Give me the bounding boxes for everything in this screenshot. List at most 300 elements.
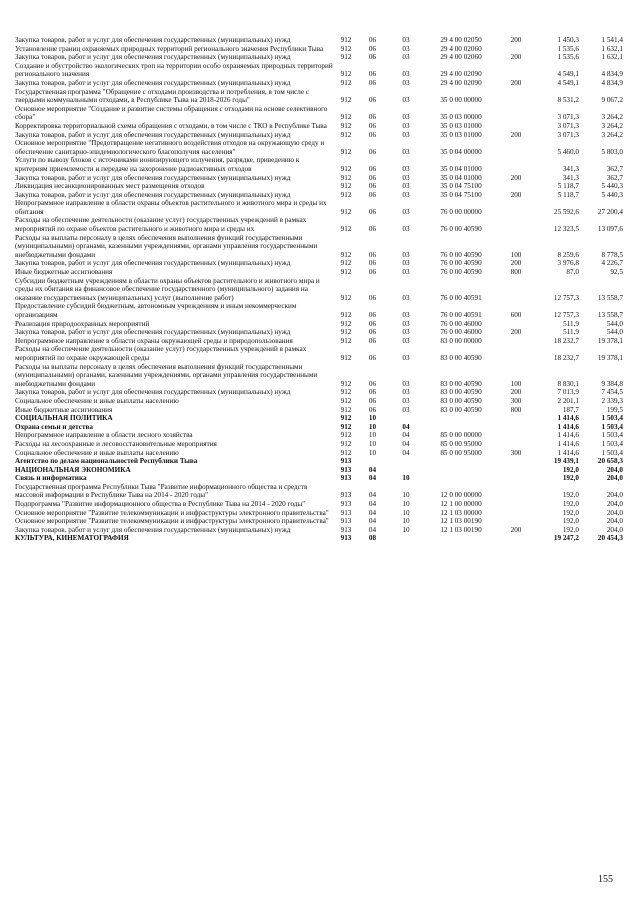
row-amount-year-1: 1 414,6 (557, 448, 579, 457)
row-subsection-code: 04 (402, 422, 410, 431)
row-amount-year-2: 5 440,3 (601, 190, 623, 199)
row-target-article: 83 0 00 00000 (440, 336, 482, 345)
row-ministry-code: 912 (340, 53, 352, 62)
row-ministry-code: 913 (340, 534, 352, 543)
row-ministry-code: 913 (340, 474, 352, 483)
row-amount-year-1: 192,0 (562, 517, 579, 526)
row-name: Связь и информатика (15, 474, 87, 483)
row-expense-type: 100 (510, 250, 522, 259)
row-amount-year-2: 20 454,3 (597, 534, 623, 543)
row-expense-type: 100 (510, 379, 522, 388)
row-amount-year-2: 362,7 (606, 164, 623, 173)
row-expense-type: 200 (510, 328, 522, 337)
row-amount-year-2: 1 503,4 (601, 439, 623, 448)
table-row (14, 431, 624, 440)
row-ministry-code: 912 (340, 173, 352, 182)
row-amount-year-2: 5 803,0 (601, 147, 623, 156)
row-section-code: 06 (368, 319, 377, 328)
row-amount-year-2: 20 658,3 (597, 457, 623, 466)
row-expense-type (497, 62, 535, 79)
row-amount-year-1: 3 071,3 (557, 113, 579, 122)
row-expense-type (497, 517, 535, 526)
row-expense-type (497, 423, 535, 432)
row-subsection-code: 03 (402, 311, 410, 319)
row-name: Непрограммное направление в области охраны объектов растительного и животного мира и среды их обитания (15, 199, 327, 216)
row-ministry-code: 912 (340, 70, 352, 79)
row-amount-year-1: 192,0 (562, 500, 579, 509)
row-ministry-code: 912 (340, 36, 352, 44)
row-amount-year-2: 1 503,4 (601, 414, 623, 423)
row-expense-type (497, 414, 535, 423)
row-amount-year-2: 7 454,5 (601, 388, 623, 397)
table-row (14, 216, 624, 233)
table-row (14, 45, 624, 54)
row-subsection-code: 10 (402, 474, 410, 483)
row-amount-year-1: 192,0 (562, 508, 579, 517)
row-section-code: 06 (368, 113, 377, 122)
row-section-code: 06 (368, 190, 377, 199)
row-ministry-code: 912 (340, 250, 352, 259)
row-expense-type (497, 139, 535, 156)
row-amount-year-1: 12 323,5 (553, 225, 579, 234)
row-amount-year-1: 5 460,0 (557, 147, 579, 156)
row-amount-year-1: 192,0 (562, 465, 579, 474)
row-amount-year-2: 19 378,1 (597, 336, 623, 345)
row-subsection-code: 10 (402, 517, 410, 526)
row-section-code: 06 (368, 207, 377, 216)
row-amount-year-1: 1 414,6 (557, 414, 579, 423)
row-target-article: 83 0 00 40590 (440, 388, 482, 397)
row-name: Непрограммное направление в области охраны окружающей среды и природопользования (15, 336, 293, 345)
row-section-code (358, 457, 387, 466)
row-section-code: 06 (368, 70, 377, 79)
table-row (14, 302, 624, 319)
row-name: Основное мероприятие "Создание и развитие системы обращения с отходами на основе селективного сбора" (15, 104, 328, 122)
row-target-article (425, 534, 497, 543)
row-ministry-code: 912 (340, 431, 352, 440)
table-row (14, 440, 624, 449)
row-target-article: 12 0 00 00000 (440, 491, 482, 500)
row-amount-year-2: 9 384,8 (601, 379, 623, 388)
row-section-code: 04 (368, 474, 377, 483)
row-amount-year-1: 8 830,1 (557, 379, 579, 388)
row-name: Иные бюджетные ассигнования (15, 405, 113, 414)
row-subsection-code: 03 (402, 147, 410, 156)
row-name: Иные бюджетные ассигнования (15, 268, 113, 277)
row-name: Закупка товаров, работ и услуг для обеспечения государственных (муниципальных) нужд (15, 259, 291, 268)
row-section-code: 08 (368, 534, 377, 543)
row-amount-year-1: 2 201,1 (557, 396, 579, 405)
row-amount-year-2: 13 558,7 (597, 311, 623, 319)
table-row (14, 414, 624, 423)
row-section-code: 06 (368, 268, 377, 277)
row-amount-year-1: 187,7 (562, 405, 579, 414)
table-row (14, 156, 624, 173)
row-ministry-code: 913 (340, 465, 352, 474)
row-name: Закупка товаров, работ и услуг для обеспечения государственных (муниципальных) нужд (15, 388, 291, 397)
row-target-article: 83 0 00 40590 (440, 396, 482, 405)
row-subsection-code (387, 466, 425, 475)
row-name: Реализация природоохранных мероприятий (15, 319, 150, 328)
row-expense-type: 200 (510, 388, 522, 397)
row-name: Социальное обеспечение и иные выплаты населению (15, 396, 179, 405)
row-target-article (425, 474, 497, 483)
row-target-article: 83 0 00 40590 (440, 353, 482, 362)
table-row (14, 457, 624, 466)
row-ministry-code: 912 (340, 164, 352, 173)
row-section-code: 06 (368, 121, 377, 130)
row-target-article: 35 0 04 75100 (440, 182, 482, 191)
row-ministry-code: 912 (340, 182, 352, 191)
row-expense-type (497, 509, 535, 518)
row-amount-year-1: 192,0 (562, 474, 579, 483)
row-amount-year-1: 12 757,3 (553, 311, 579, 319)
row-subsection-code: 03 (402, 388, 410, 397)
row-subsection-code: 10 (402, 500, 410, 509)
row-name: Создание и обустройство экологических троп на территории особо охраняемых природных территорий регионального значения (15, 61, 333, 79)
row-subsection-code: 03 (402, 336, 410, 345)
row-section-code: 04 (368, 525, 377, 534)
row-target-article: 76 0 00 46000 (440, 328, 482, 337)
row-amount-year-2: 3 264,2 (601, 113, 623, 122)
row-name: Закупка товаров, работ и услуг для обеспечения государственных (муниципальных) нужд (15, 190, 291, 199)
row-name: Основное мероприятие "Предотвращение негативного воздействия отходов на окружающую среду и обеспечение санитарно-эпидемиологического благополучия населения" (15, 139, 325, 156)
row-subsection-code: 03 (402, 396, 410, 405)
table-row (14, 534, 624, 543)
row-ministry-code: 912 (340, 336, 352, 345)
row-amount-year-2: 19 378,1 (597, 353, 623, 362)
row-ministry-code: 912 (340, 439, 352, 448)
row-section-code: 10 (368, 431, 377, 440)
row-target-article: 29 4 00 02060 (440, 53, 482, 62)
row-section-code: 06 (368, 311, 377, 319)
row-expense-type (497, 534, 535, 543)
row-target-article: 76 0 00 40590 (440, 225, 482, 234)
row-expense-type: 600 (510, 311, 522, 319)
row-expense-type (497, 345, 535, 362)
row-expense-type (497, 474, 535, 483)
table-row (14, 122, 624, 131)
row-amount-year-2: 1 541,4 (601, 36, 623, 44)
row-subsection-code: 04 (402, 439, 410, 448)
row-section-code: 10 (368, 439, 377, 448)
table-row (14, 53, 624, 62)
row-amount-year-2: 544,0 (606, 319, 623, 328)
row-target-article: 83 0 00 40590 (440, 379, 482, 388)
row-amount-year-2: 13 558,7 (597, 293, 623, 302)
row-name: Расходы на лесоохранные и лесовосстановительные мероприятия (15, 439, 217, 448)
row-expense-type: 200 (510, 53, 522, 62)
row-expense-type (497, 457, 535, 466)
row-amount-year-1: 7 013,9 (557, 388, 579, 397)
table-row (14, 337, 624, 346)
row-section-code: 06 (368, 53, 377, 62)
table-row (14, 79, 624, 88)
row-target-article: 35 0 04 01000 (440, 173, 482, 182)
row-ministry-code: 912 (340, 448, 352, 457)
row-name: Расходы на обеспечение деятельности (оказание услуг) государственных учреждений в рамках мероприятий по охране окружающей среды (15, 345, 307, 362)
row-subsection-code: 03 (402, 268, 410, 277)
row-name: Расходы на выплаты персоналу в целях обеспечения выполнения функций государственными (муниципальными) органами, казенными учреждениями, органами управления государственными внебюджетными фондами (15, 362, 318, 388)
row-amount-year-2: 204,0 (606, 500, 623, 509)
row-expense-type (497, 156, 535, 173)
row-target-article (425, 457, 497, 466)
row-subsection-code: 03 (402, 319, 410, 328)
row-ministry-code: 912 (340, 44, 352, 53)
row-target-article: 83 0 00 40590 (440, 405, 482, 414)
table-row (14, 234, 624, 260)
row-section-code: 10 (368, 422, 377, 431)
row-subsection-code: 04 (402, 431, 410, 440)
table-row (14, 259, 624, 268)
table-row (14, 466, 624, 475)
row-section-code: 06 (368, 225, 377, 234)
row-amount-year-1: 341,3 (562, 164, 579, 173)
table-row (14, 517, 624, 526)
row-amount-year-1: 192,0 (562, 491, 579, 500)
row-amount-year-2: 362,7 (606, 173, 623, 182)
row-amount-year-1: 5 118,7 (557, 182, 579, 191)
row-expense-type (497, 105, 535, 122)
row-amount-year-1: 19 247,2 (553, 534, 579, 543)
row-name: Расходы на выплаты персоналу в целях обеспечения выполнения функций государственными (муниципальными) органами, казенными учреждениями, органами управления государственными внебюджетными фондами (15, 233, 318, 259)
row-target-article: 35 0 04 01000 (440, 164, 482, 173)
row-subsection-code (387, 534, 425, 543)
table-row (14, 131, 624, 140)
row-amount-year-2: 4 834,9 (601, 70, 623, 79)
row-subsection-code: 03 (402, 293, 410, 302)
row-expense-type: 200 (510, 259, 522, 268)
row-ministry-code: 912 (340, 259, 352, 268)
page-number: 155 (598, 874, 613, 885)
table-row (14, 320, 624, 329)
row-section-code: 04 (368, 508, 377, 517)
row-target-article: 12 1 03 00190 (440, 517, 482, 526)
row-ministry-code: 912 (340, 405, 352, 414)
row-name: Закупка товаров, работ и услуг для обеспечения государственных (муниципальных) нужд (15, 525, 291, 534)
row-ministry-code: 913 (340, 525, 352, 534)
row-amount-year-2: 92,5 (610, 268, 623, 277)
row-ministry-code: 912 (340, 319, 352, 328)
row-ministry-code: 912 (340, 311, 352, 319)
row-name: Ликвидация несанкционированных мест размещения отходов (15, 182, 205, 191)
row-subsection-code: 03 (402, 164, 410, 173)
table-row (14, 500, 624, 509)
row-amount-year-2: 204,0 (606, 525, 623, 534)
row-ministry-code: 913 (340, 500, 352, 509)
row-subsection-code: 03 (402, 379, 410, 388)
row-section-code: 06 (368, 250, 377, 259)
row-ministry-code: 912 (340, 78, 352, 87)
row-expense-type (497, 45, 535, 54)
row-subsection-code: 10 (402, 491, 410, 500)
table-row (14, 105, 624, 122)
row-target-article: 29 4 00 02090 (440, 70, 482, 79)
row-name: Расходы на обеспечение деятельности (оказание услуг) государственных учреждений в рамках мероприятий по охране объектов растительного и животного мира и среды их (15, 216, 307, 234)
row-amount-year-2: 3 264,2 (601, 130, 623, 139)
row-target-article: 76 0 00 40590 (440, 259, 482, 268)
table-row (14, 182, 624, 191)
row-ministry-code: 912 (340, 225, 352, 234)
row-amount-year-2: 5 440,3 (601, 182, 623, 191)
row-subsection-code: 03 (402, 44, 410, 53)
row-expense-type: 800 (510, 405, 522, 414)
row-section-code: 06 (368, 78, 377, 87)
table-row (14, 328, 624, 337)
row-section-code: 04 (368, 491, 377, 500)
row-target-article: 76 0 00 40590 (440, 268, 482, 277)
row-target-article: 35 0 04 75100 (440, 190, 482, 199)
row-expense-type: 800 (510, 268, 522, 277)
row-expense-type: 200 (510, 190, 522, 199)
row-amount-year-2: 204,0 (606, 474, 623, 483)
row-amount-year-1: 3 976,8 (557, 259, 579, 268)
row-amount-year-1: 511,9 (563, 328, 579, 337)
row-amount-year-2: 9 067,2 (601, 96, 623, 105)
row-expense-type (497, 500, 535, 509)
row-amount-year-2: 1 632,1 (601, 44, 623, 53)
row-target-article: 76 0 00 00000 (440, 207, 482, 216)
row-name: Основное мероприятие "Развитие телекоммуникации и инфраструктуры электронного правительства" (15, 508, 329, 517)
row-amount-year-2: 1 503,4 (601, 431, 623, 440)
row-amount-year-2: 4 834,9 (601, 78, 623, 87)
row-name: Предоставление субсидий бюджетным, автономным учреждениям и иным некоммерческим организациям (15, 302, 297, 319)
row-name: Субсидии бюджетным учреждениям в области охраны объектов растительного и животного мира и среды их обитания на финансовое обеспечение государственного (муниципального) задания на оказание государственных (муниципальных) услуг (выполнение работ) (15, 276, 320, 302)
row-expense-type (497, 182, 535, 191)
row-amount-year-1: 1 450,3 (557, 36, 579, 44)
row-expense-type (497, 466, 535, 475)
table-row (14, 483, 624, 500)
row-target-article (425, 466, 497, 475)
row-name: Закупка товаров, работ и услуг для обеспечения государственных (муниципальных) нужд (15, 130, 291, 139)
table-row (14, 423, 624, 432)
row-target-article: 76 0 00 46000 (440, 319, 482, 328)
row-amount-year-1: 12 757,3 (553, 293, 579, 302)
row-name: Государственная программа Республики Тыва "Развитие информационного общества и средств массовой информации в Республике Тыва на 2014 - 2020 годы" (15, 482, 308, 500)
row-target-article: 35 0 03 01000 (440, 130, 482, 139)
row-ministry-code: 912 (340, 190, 352, 199)
row-ministry-code: 912 (340, 293, 352, 302)
row-target-article: 12 1 03 00190 (440, 525, 482, 534)
row-ministry-code: 912 (340, 96, 352, 105)
row-amount-year-1: 87,0 (566, 268, 579, 277)
row-name: Охрана семьи и детства (15, 422, 93, 431)
row-ministry-code: 913 (340, 491, 352, 500)
table-row (14, 449, 624, 458)
row-amount-year-2: 544,0 (606, 328, 623, 337)
row-ministry-code: 912 (340, 130, 352, 139)
row-expense-type (497, 483, 535, 500)
row-section-code: 06 (368, 36, 377, 44)
row-ministry-code: 912 (340, 121, 352, 130)
row-target-article: 12 1 03 00000 (440, 508, 482, 517)
row-amount-year-2: 27 200,4 (597, 207, 623, 216)
row-target-article: 76 0 00 40590 (440, 250, 482, 259)
row-section-code: 06 (368, 173, 377, 182)
row-amount-year-2: 4 226,7 (601, 259, 623, 268)
row-target-article: 35 0 03 01000 (440, 121, 482, 130)
row-section-code: 06 (368, 96, 377, 105)
row-name: Основное мероприятие "Развитие телекоммуникации и инфраструктуры электронного правительства" (15, 517, 329, 526)
row-target-article: 85 0 00 00000 (440, 431, 482, 440)
row-amount-year-1: 3 071,3 (557, 130, 579, 139)
budget-table-body (14, 36, 624, 543)
table-row (14, 139, 624, 156)
row-subsection-code: 03 (402, 113, 410, 122)
table-row (14, 36, 624, 45)
table-row (14, 397, 624, 406)
row-section-code: 06 (368, 130, 377, 139)
row-amount-year-1: 511,9 (563, 319, 579, 328)
row-amount-year-1: 4 549,1 (557, 70, 579, 79)
row-subsection-code: 03 (402, 182, 410, 191)
row-subsection-code: 03 (402, 405, 410, 414)
row-subsection-code: 03 (402, 353, 410, 362)
row-amount-year-2: 204,0 (606, 517, 623, 526)
row-amount-year-1: 1 414,6 (557, 439, 579, 448)
row-section-code: 10 (368, 448, 377, 457)
row-amount-year-2: 1 503,4 (601, 448, 623, 457)
row-subsection-code: 03 (402, 328, 410, 337)
row-expense-type (497, 277, 535, 303)
row-name: Подпрограмма "Развитие информационного общества в Республике Тыва на 2014 - 2020 годы" (15, 500, 306, 509)
row-name: КУЛЬТУРА, КИНЕМАТОГРАФИЯ (15, 534, 129, 543)
row-subsection-code: 03 (402, 121, 410, 130)
row-ministry-code: 912 (340, 422, 352, 431)
row-target-article: 35 0 03 00000 (440, 113, 482, 122)
table-row (14, 526, 624, 535)
row-name: Закупка товаров, работ и услуг для обеспечения государственных (муниципальных) нужд (15, 53, 291, 62)
row-amount-year-1: 192,0 (562, 525, 579, 534)
row-section-code: 06 (368, 353, 377, 362)
row-amount-year-2: 1 503,4 (601, 422, 623, 431)
row-ministry-code: 913 (340, 457, 352, 466)
row-section-code: 06 (368, 405, 377, 414)
row-section-code: 04 (368, 465, 377, 474)
row-section-code: 06 (368, 44, 377, 53)
row-section-code: 06 (368, 259, 377, 268)
row-section-code: 06 (368, 293, 377, 302)
row-name: Социальное обеспечение и иные выплаты населению (15, 448, 179, 457)
table-row (14, 406, 624, 415)
row-target-article: 35 0 00 00000 (440, 96, 482, 105)
row-amount-year-2: 3 264,2 (601, 121, 623, 130)
row-target-article: 85 0 00 95000 (440, 448, 482, 457)
row-subsection-code: 03 (402, 250, 410, 259)
row-target-article: 29 4 00 02060 (440, 44, 482, 53)
row-amount-year-1: 18 232,7 (553, 353, 579, 362)
row-expense-type: 200 (510, 525, 522, 534)
row-target-article: 76 0 00 40591 (440, 311, 482, 319)
row-subsection-code: 03 (402, 190, 410, 199)
table-row (14, 88, 624, 105)
row-amount-year-2: 13 097,6 (597, 225, 623, 234)
row-section-code: 06 (368, 336, 377, 345)
row-ministry-code: 912 (340, 353, 352, 362)
table-row (14, 388, 624, 397)
row-section-code: 06 (368, 396, 377, 405)
row-amount-year-1: 5 118,7 (557, 190, 579, 199)
row-amount-year-2: 204,0 (606, 508, 623, 517)
row-name: Услуги по вывозу блоков с источниками ионизирующего излучения, разрядке, приведению к критериям приемлемости и передаче на захоронение радиоактивных отходов (15, 156, 300, 173)
row-amount-year-2: 204,0 (606, 465, 623, 474)
row-target-article: 85 0 00 95000 (440, 439, 482, 448)
row-ministry-code: 912 (340, 113, 352, 122)
row-expense-type: 200 (510, 78, 522, 87)
row-subsection-code: 10 (402, 508, 410, 517)
row-amount-year-1: 1 535,6 (557, 53, 579, 62)
row-name: Государственная программа "Обращение с отходами производства и потребления, в том числе с твердыми коммунальными отходами, в Республике Тыва на 2018-2026 годы" (15, 87, 309, 105)
